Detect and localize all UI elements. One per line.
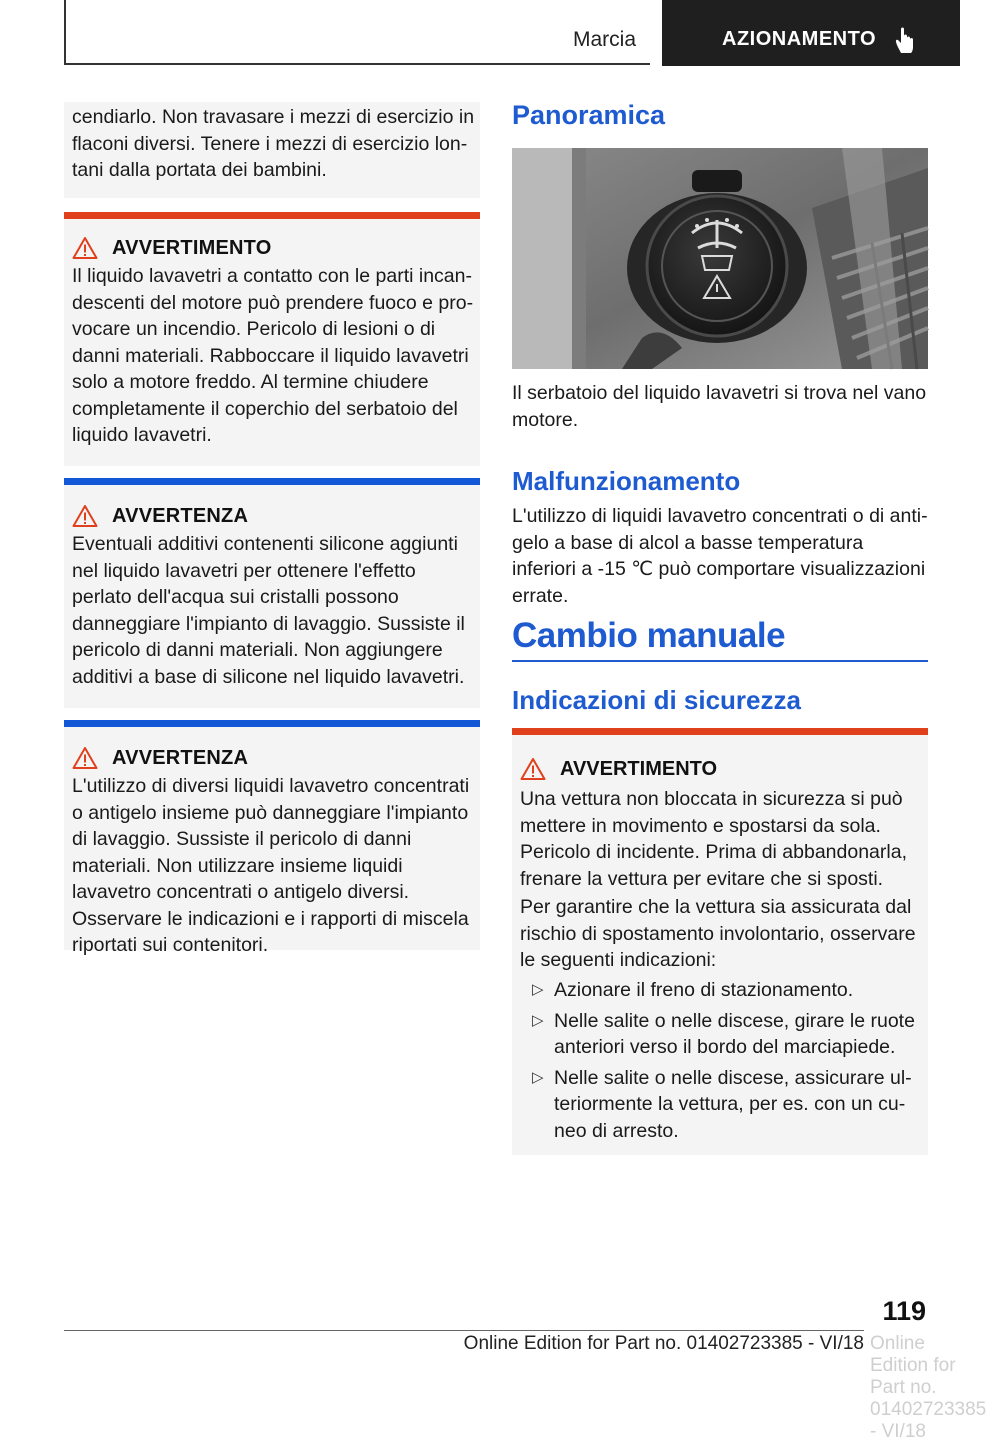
bullet-triangle-icon: ▷ bbox=[532, 1068, 544, 1086]
list-item bbox=[520, 977, 924, 1004]
bullet-triangle-icon: ▷ bbox=[532, 981, 544, 998]
malfunzionamento-text: L'utilizzo di liquidi lavavetro concentrati o di antigelo a base di alcol a basse temperatura inferiori a -15 ℃ può comportare visualizzazioni errate. bbox=[512, 505, 928, 607]
warning-triangle-icon bbox=[520, 757, 546, 781]
callout-title-row bbox=[72, 234, 271, 262]
header-section-label: Marcia bbox=[572, 28, 636, 51]
header-rule bbox=[64, 0, 66, 64]
footer-edition: Online Edition for Part no. 01402723385 - VI/18 bbox=[463, 1333, 864, 1354]
intro-text-box bbox=[64, 102, 480, 198]
panoramica-caption: Il serbatoio del liquido lavavetri si trova nel vano motore. bbox=[512, 382, 927, 431]
section-title-rule bbox=[512, 660, 928, 662]
callout-notice-concentrates bbox=[64, 720, 480, 956]
callout-bar bbox=[64, 720, 480, 727]
callout-warning-parking bbox=[512, 728, 928, 1155]
callout-title-row bbox=[72, 744, 248, 772]
footer-rule bbox=[64, 1330, 864, 1331]
section-title: Cambio manuale bbox=[512, 616, 786, 655]
instruction-list bbox=[520, 977, 924, 1148]
callout-bar bbox=[64, 212, 480, 219]
header-chapter-tab[interactable] bbox=[662, 0, 960, 66]
washer-reservoir-photo bbox=[512, 148, 928, 369]
warning-triangle-icon bbox=[72, 504, 98, 528]
callout-title-row bbox=[520, 755, 717, 783]
callout-title: AVVERTENZA bbox=[112, 746, 249, 769]
hand-pointer-icon bbox=[894, 25, 920, 55]
callout-bar bbox=[64, 478, 480, 485]
callout-text: Una vettura non bloccata in sicurezza si può mettere in movimento e spostarsi da sola. Pericolo di incidente. Prima di abbandonarla, frenare la vettura per evitare che si sposti. bbox=[520, 788, 907, 890]
callout-title: AVVERTIMENTO bbox=[560, 757, 718, 780]
callout-text: Il liquido lavavetri a contatto con le parti incandescenti del motore può prendere fuoco e provocare un incendio. Pericolo di lesioni o di danni materiali. Rabboccare il liquido lavavetri solo a motore freddo. Al termine chiudere completamente il coperchio del serbatoio del liquido lavavetri. bbox=[72, 265, 474, 446]
warning-triangle-icon bbox=[72, 746, 98, 770]
callout-title: AVVERTIMENTO bbox=[112, 236, 272, 259]
list-item-text: Azionare il freno di stazionamento. bbox=[554, 979, 854, 1001]
panoramica-heading: Panoramica bbox=[512, 100, 666, 130]
callout-warning-fire bbox=[64, 212, 480, 466]
callout-text: L'utilizzo di diversi liquidi lavavetro concentrati o antigelo insieme può danneggiare l'impianto di lavaggio. Sussiste il pericolo di danni materiali. Non utilizzare insieme liquidi lavavetro concentrati o antigelo diversi. Osservare le indicazioni e i rapporti di miscela riportati sui contenitori. bbox=[72, 775, 470, 956]
intro-text: cendiarlo. Non travasare i mezzi di esercizio in flaconi diversi. Tenere i mezzi di esercizio lontani dalla portata dei bambini. bbox=[72, 106, 475, 181]
list-item-text: Nelle salite o nelle discese, girare le ruote anteriori verso il bordo del marciapiede. bbox=[554, 1009, 915, 1058]
bullet-triangle-icon: ▷ bbox=[532, 1011, 544, 1029]
header-tab-label: AZIONAMENTO bbox=[722, 28, 877, 50]
list-item bbox=[520, 1065, 924, 1145]
warning-triangle-icon bbox=[72, 236, 98, 260]
malfunzionamento-heading: Malfunzionamento bbox=[512, 466, 741, 496]
callout-notice-silicone bbox=[64, 478, 480, 708]
footer-watermark: Online Edition for Part no. 01402723385 - VI/18 bbox=[870, 1333, 986, 1442]
page-number: 119 bbox=[882, 1296, 926, 1326]
callout-title: AVVERTENZA bbox=[112, 504, 249, 527]
callout-text: Eventuali additivi contenenti silicone aggiunti nel liquido lavavetri per ottenere l'effetto perlato dell'acqua sui cristalli possono danneggiare l'impianto di lavaggio. Sussiste il pericolo di danni materiali. Non aggiungere additivi a base di silicone nel liquido lavavetri. bbox=[72, 533, 465, 688]
subsection-title: Indicazioni di sicurezza bbox=[512, 685, 801, 715]
callout-bar bbox=[512, 728, 928, 735]
list-item bbox=[520, 1008, 924, 1061]
callout-text-instructions: Per garantire che la vettura sia assicurata dal rischio di spostamento involontario, osservare le seguenti indicazioni: bbox=[520, 896, 916, 971]
list-item-text: Nelle salite o nelle discese, assicurare ulteriormente la vettura, per es. con un cuneo di arresto. bbox=[554, 1066, 912, 1142]
header-line bbox=[64, 63, 650, 65]
callout-title-row bbox=[72, 502, 248, 530]
